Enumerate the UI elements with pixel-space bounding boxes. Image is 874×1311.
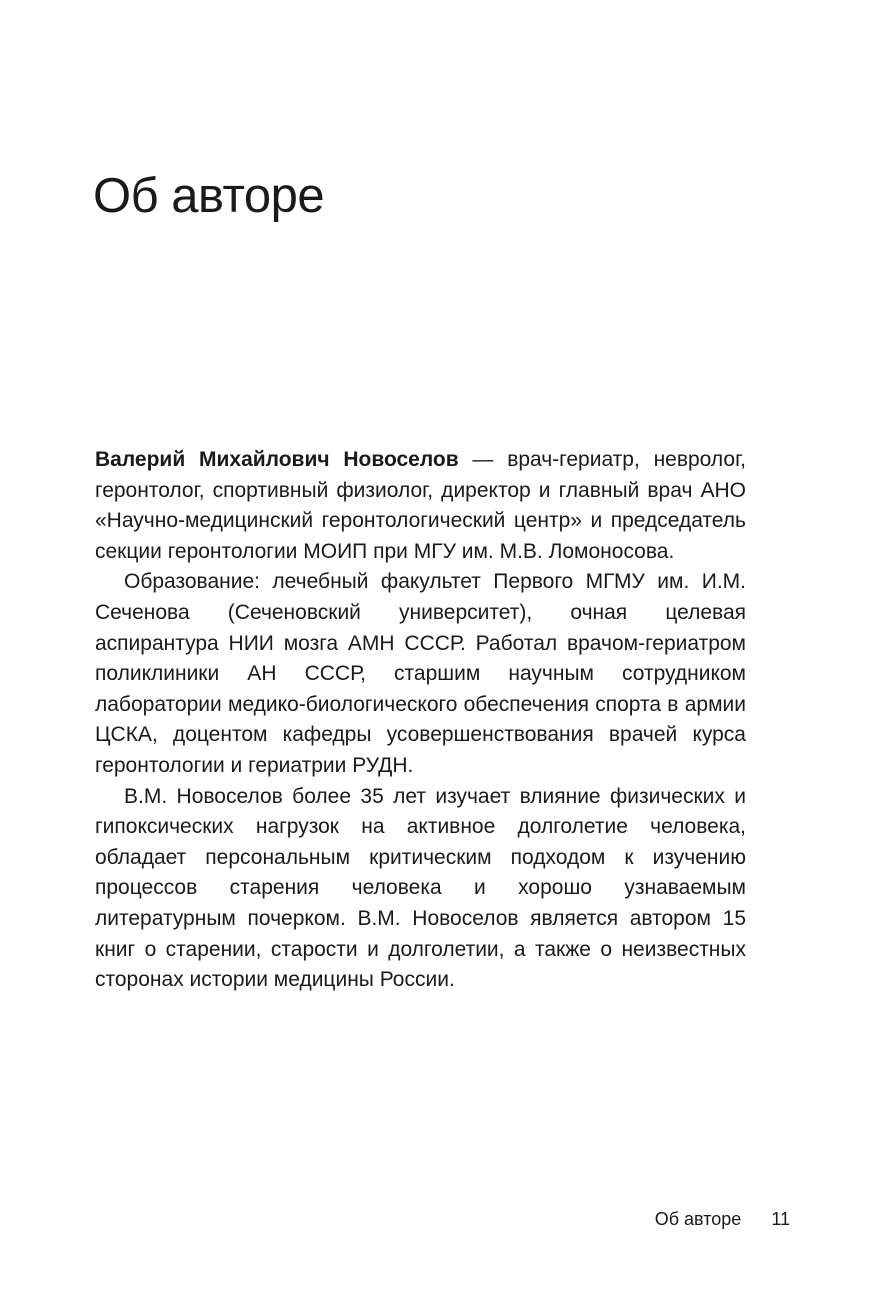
education-paragraph: Образование: лечебный факультет Первого МГМУ им. И.М. Сеченова (Сеченовский университет), очная целевая аспирантура НИИ мозга АМН СССР. Работал врачом-гериатром поликлиники АН СССР, старшим научным сотрудником лаборатории медико-биологического обеспечения спорта в армии ЦСКА, доцентом кафедры усовершенствования врачей курса геронтологии и гериатрии РУДН. [95, 570, 746, 777]
body-text [95, 445, 746, 996]
intro-text: — врач-гериатр, невролог, геронтолог, спортивный физиолог, директор и главный врач АНО «Научно-медицинский геронтологический центр» и председатель секции геронтологии МОИП при МГУ им. М.В. Ломоносова. [95, 448, 747, 563]
page-number: 11 [771, 1209, 790, 1229]
intro-paragraph [95, 445, 746, 567]
footer-section-title: Об авторе [654, 1209, 742, 1229]
page-title: Об авторе [93, 169, 325, 223]
author-name: Валерий Михайлович Новоселов [95, 448, 459, 471]
running-footer [655, 1207, 790, 1231]
research-paragraph: В.М. Новоселов более 35 лет изучает влияние физических и гипоксических нагрузок на активное долголетие человека, обладает персональным критическим подходом к изучению процессов старения человека и хорошо узнаваемым литературным почерком. В.М. Новоселов является автором 15 книг о старении, старости и долголетии, а также о неизвестных сторонах истории медицины России. [95, 784, 746, 992]
